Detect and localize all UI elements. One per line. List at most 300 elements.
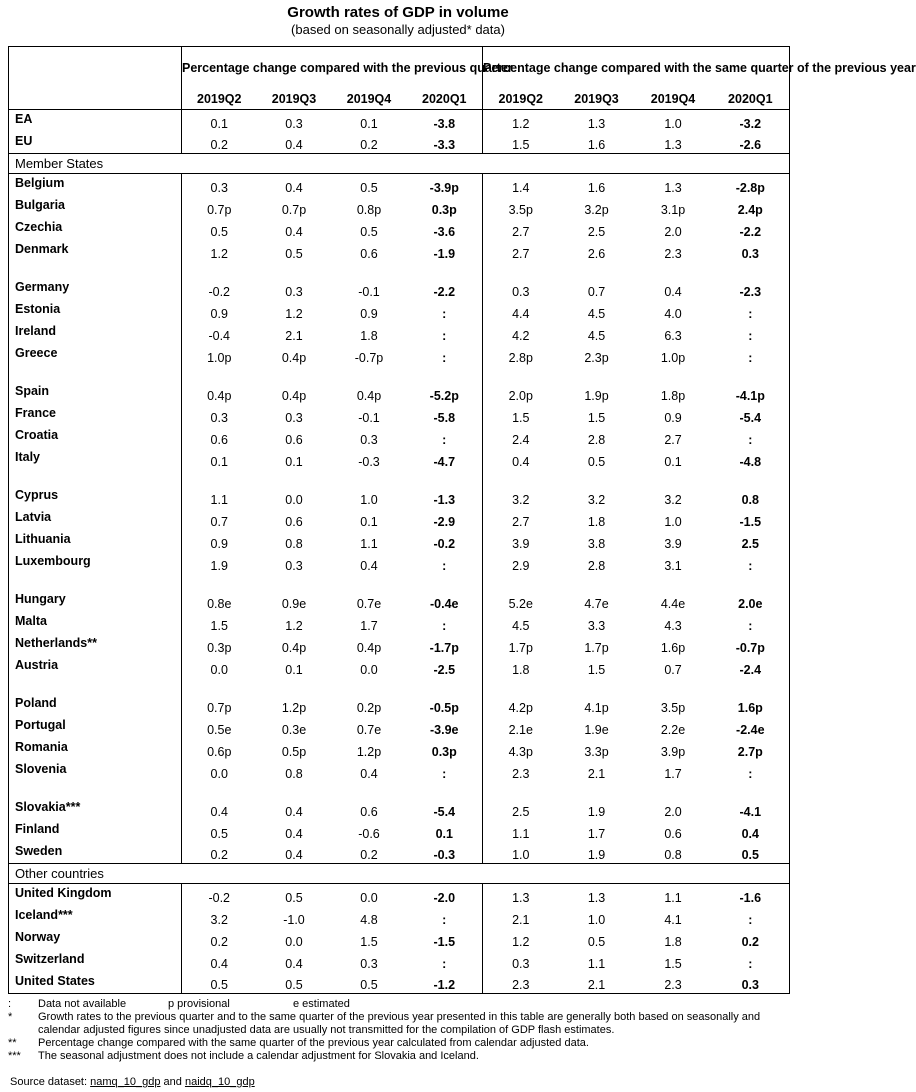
footnote-symbol: * [8, 1011, 13, 1023]
value-cell: : [712, 300, 790, 322]
corner-cell [9, 89, 182, 110]
value-cell: 3.1p [660, 202, 686, 217]
country-name: Netherlands** [9, 634, 182, 656]
value-cell: 4.2p [508, 700, 533, 715]
table-row [9, 300, 790, 322]
value-cell: 1.0p [660, 350, 686, 365]
footnote-symbol: ** [8, 1037, 17, 1049]
country-name: Croatia [9, 426, 182, 448]
value-cell: : [712, 950, 790, 972]
value-cell: 1.9 [210, 558, 228, 573]
country-name: EA [9, 110, 182, 132]
value-cell: 2.3 [512, 766, 530, 781]
country-name: Norway [9, 928, 182, 950]
value-cell: 2.3 [635, 972, 712, 994]
value-cell: 2.8p [508, 350, 533, 365]
country-name: United Kingdom [9, 884, 182, 906]
table-row [9, 530, 790, 552]
value-cell: 1.6p [660, 640, 686, 655]
value-cell: -0.1 [358, 284, 380, 299]
country-name: Romania [9, 738, 182, 760]
value-cell: 2.5 [712, 530, 790, 552]
value-cell: 0.1 [210, 116, 228, 131]
country-name: France [9, 404, 182, 426]
value-cell: 0.3 [285, 410, 303, 425]
value-cell: 0.2 [210, 934, 228, 949]
value-cell: 0.1 [360, 116, 378, 131]
value-cell: 0.7p [281, 202, 307, 217]
value-cell: 0.0 [285, 492, 303, 507]
value-cell: : [407, 760, 483, 782]
value-cell: 0.4p [281, 388, 307, 403]
legend-row [8, 998, 790, 1011]
value-cell: 0.0 [210, 766, 228, 781]
source-and: and [163, 1076, 182, 1088]
value-cell: 4.3 [664, 618, 682, 633]
value-cell: -5.2p [407, 382, 483, 404]
source-line [10, 1076, 255, 1089]
footnote-1 [8, 1011, 790, 1037]
value-cell: 3.2 [210, 912, 228, 927]
value-cell: 2.3 [483, 972, 559, 994]
value-cell: -0.1 [358, 410, 380, 425]
country-name: Switzerland [9, 950, 182, 972]
value-cell: -2.5 [407, 656, 483, 678]
value-cell: 1.2 [285, 618, 303, 633]
value-cell: -4.1p [712, 382, 790, 404]
value-cell: 1.1 [210, 492, 228, 507]
value-cell: 1.1 [360, 536, 378, 551]
value-cell: -1.5 [712, 508, 790, 530]
value-cell: 0.9e [281, 596, 307, 611]
table-row [9, 486, 790, 508]
value-cell: 2.8 [587, 432, 606, 447]
value-cell: 1.2 [210, 246, 228, 261]
value-cell: 1.6p [712, 694, 790, 716]
page-title: Growth rates of GDP in volume [287, 4, 509, 21]
value-cell: -2.0 [407, 884, 483, 906]
value-cell: -0.4 [208, 328, 231, 343]
value-cell: 4.4e [660, 596, 686, 611]
legend-symbol: : [8, 998, 12, 1010]
table-row [9, 760, 790, 782]
value-cell: 0.3 [210, 180, 228, 195]
table-row [9, 110, 790, 132]
value-cell: 0.2 [182, 132, 257, 154]
country-name: Malta [9, 612, 182, 634]
value-cell: 2.1 [285, 328, 303, 343]
value-cell: : [407, 426, 483, 448]
table-row [9, 842, 790, 864]
value-cell: 1.5 [483, 132, 559, 154]
value-cell: 1.9e [584, 722, 609, 737]
table-row [9, 132, 790, 154]
table-row [9, 448, 790, 470]
value-cell: 4.8 [360, 912, 378, 927]
country-name: Greece [9, 344, 182, 366]
value-cell: 1.9p [584, 388, 609, 403]
footnote-text: Growth rates to the previous quarter and to the same quarter of the previous year presented in this table are generally both based on seasonally and calendar adjusted figures since unadjusted data are usually not transmitted for the compilation of GDP flash estimates. [38, 1011, 761, 1036]
value-cell: 0.4 [210, 956, 228, 971]
table-row [9, 612, 790, 634]
value-cell: 0.3p [407, 196, 483, 218]
value-cell: 0.4 [712, 820, 790, 842]
value-cell: 0.6 [360, 804, 378, 819]
value-cell: 0.4 [257, 132, 332, 154]
value-cell: : [407, 552, 483, 574]
table-row [9, 798, 790, 820]
value-cell: 4.0 [664, 306, 682, 321]
value-cell: 0.2 [210, 848, 228, 862]
value-cell: 3.9 [512, 536, 530, 551]
value-cell: 0.4 [285, 804, 303, 819]
table-row [9, 738, 790, 760]
value-cell: 2.8 [587, 558, 606, 573]
value-cell: : [712, 552, 790, 574]
section-label: Member States [9, 154, 790, 174]
value-cell: -5.4 [712, 404, 790, 426]
value-cell: 0.4 [360, 766, 378, 781]
value-cell: 1.5 [587, 662, 606, 677]
value-cell: -5.4 [407, 798, 483, 820]
value-cell: 0.4 [285, 826, 303, 841]
country-name: Sweden [9, 842, 182, 864]
value-cell: 0.4 [285, 956, 303, 971]
value-cell: 4.1 [664, 912, 682, 927]
country-name: Iceland*** [9, 906, 182, 928]
value-cell: 0.4 [285, 848, 303, 862]
quarter-header: 2019Q2 [182, 89, 257, 110]
value-cell: 2.3p [584, 350, 609, 365]
value-cell: 0.0 [360, 662, 378, 677]
table-row [9, 716, 790, 738]
value-cell: 0.8 [664, 848, 682, 862]
value-cell: 3.2 [512, 492, 530, 507]
value-cell: 1.2p [281, 700, 307, 715]
value-cell: 0.1 [407, 820, 483, 842]
table-row [9, 950, 790, 972]
value-cell: 0.5 [360, 180, 378, 195]
value-cell: 4.2 [512, 328, 530, 343]
value-cell: 1.6 [587, 180, 606, 195]
value-cell: -1.9 [407, 240, 483, 262]
value-cell: -2.2 [407, 278, 483, 300]
value-cell: 0.8 [285, 536, 303, 551]
value-cell: 1.2 [512, 934, 530, 949]
value-cell: 4.1p [584, 700, 609, 715]
value-cell: 1.3 [635, 132, 712, 154]
value-cell: 2.1 [587, 766, 606, 781]
legend-estimated: e estimated [293, 998, 350, 1010]
country-name: Ireland [9, 322, 182, 344]
legend-provisional: p provisional [168, 998, 230, 1010]
table-row [9, 344, 790, 366]
value-cell: 1.2p [356, 744, 382, 759]
value-cell: 0.8 [712, 486, 790, 508]
value-cell: 2.4p [712, 196, 790, 218]
value-cell: 0.4p [356, 388, 382, 403]
country-name: Luxembourg [9, 552, 182, 574]
value-cell: -0.2 [208, 890, 231, 905]
value-cell: 0.8e [207, 596, 232, 611]
value-cell: 3.2 [664, 492, 682, 507]
country-name: Slovakia*** [9, 798, 182, 820]
value-cell: -3.8 [407, 110, 483, 132]
value-cell: -0.5p [407, 694, 483, 716]
source-dataset-link[interactable]: namq_10_gdp [90, 1076, 161, 1088]
value-cell: 0.5 [210, 224, 228, 239]
source-dataset-link[interactable]: naidq_10_gdp [184, 1076, 255, 1088]
country-name: Belgium [9, 174, 182, 196]
value-cell: 1.7p [508, 640, 533, 655]
value-cell: 0.7 [210, 514, 228, 529]
table-row [9, 634, 790, 656]
value-cell: 5.2e [508, 596, 533, 611]
value-cell: -0.2 [407, 530, 483, 552]
spacer-row [9, 470, 790, 486]
value-cell: 1.2 [512, 116, 530, 131]
value-cell: -3.9p [407, 174, 483, 196]
table-row [9, 278, 790, 300]
value-cell: 0.3 [210, 410, 228, 425]
value-cell: -1.3 [407, 486, 483, 508]
table-row [9, 508, 790, 530]
value-cell: 0.1 [210, 454, 228, 469]
value-cell: 0.0 [285, 934, 303, 949]
value-cell: 3.3 [587, 618, 606, 633]
value-cell: 2.1 [512, 912, 530, 927]
value-cell: 0.5 [182, 972, 257, 994]
value-cell: 1.1 [664, 890, 682, 905]
value-cell: 1.1 [587, 956, 606, 971]
value-cell: 3.9 [664, 536, 682, 551]
value-cell: -0.4e [407, 590, 483, 612]
quarter-header: 2019Q3 [257, 89, 332, 110]
table-row [9, 928, 790, 950]
legend-not-available: Data not available [38, 998, 127, 1010]
value-cell: 1.8 [512, 662, 530, 677]
value-cell: 1.0 [664, 514, 682, 529]
country-name: Denmark [9, 240, 182, 262]
footnote-text: The seasonal adjustment does not include a calendar adjustment for Slovakia and Iceland. [38, 1050, 479, 1062]
value-cell: 0.6 [664, 826, 682, 841]
table-row [9, 656, 790, 678]
quarter-header: 2019Q4 [635, 89, 712, 110]
value-cell: 1.1 [512, 826, 530, 841]
value-cell: 0.7 [587, 284, 606, 299]
value-cell: 0.1 [664, 454, 682, 469]
value-cell: 0.4 [512, 454, 530, 469]
source-label: Source dataset: [10, 1076, 88, 1088]
table-row [9, 884, 790, 906]
value-cell: 0.5 [712, 842, 790, 864]
value-cell: 2.7 [512, 514, 530, 529]
value-cell: 4.4 [512, 306, 530, 321]
quarter-header: 2019Q3 [559, 89, 635, 110]
footnote-text: Percentage change compared with the same quarter of the previous year calculated from calendar adjusted data. [38, 1037, 589, 1049]
value-cell: : [712, 906, 790, 928]
spacer-row [9, 574, 790, 590]
country-name: Bulgaria [9, 196, 182, 218]
value-cell: 2.2e [660, 722, 686, 737]
value-cell: -0.3 [358, 454, 380, 469]
header-prev-year: Percentage change compared with the same quarter of the previous year [483, 47, 790, 90]
value-cell: 1.0 [587, 912, 606, 927]
quarter-header: 2020Q1 [712, 89, 790, 110]
country-name: Lithuania [9, 530, 182, 552]
value-cell: 0.2p [356, 700, 382, 715]
value-cell: 0.7e [356, 722, 382, 737]
value-cell: 0.9 [664, 410, 682, 425]
value-cell: 0.3e [281, 722, 307, 737]
value-cell: 0.3 [512, 956, 530, 971]
value-cell: 0.3p [407, 738, 483, 760]
quarter-header: 2019Q2 [483, 89, 559, 110]
value-cell: : [712, 760, 790, 782]
table-row [9, 196, 790, 218]
footnote-3 [8, 1050, 790, 1063]
value-cell: -3.9e [407, 716, 483, 738]
value-cell: 2.7 [664, 432, 682, 447]
value-cell: 4.3p [508, 744, 533, 759]
value-cell: 1.5 [587, 410, 606, 425]
value-cell: 3.1 [664, 558, 682, 573]
value-cell: 0.4 [664, 284, 682, 299]
value-cell: -0.6 [358, 826, 380, 841]
value-cell: 0.0 [360, 890, 378, 905]
table-row [9, 820, 790, 842]
value-cell: 1.5 [210, 618, 228, 633]
value-cell: 0.3p [207, 640, 232, 655]
value-cell: 0.8 [285, 766, 303, 781]
value-cell: 0.5 [332, 972, 407, 994]
value-cell: : [407, 906, 483, 928]
value-cell: 0.4 [360, 558, 378, 573]
value-cell: 0.3 [360, 956, 378, 971]
header-prev-quarter: Percentage change compared with the previous quarter [182, 47, 483, 90]
value-cell: 0.8p [356, 202, 382, 217]
country-name: Hungary [9, 590, 182, 612]
country-name: United States [9, 972, 182, 994]
gdp-table [8, 46, 916, 994]
value-cell: 0.9 [210, 536, 228, 551]
value-cell: 0.4 [285, 224, 303, 239]
value-cell: 0.5 [360, 224, 378, 239]
value-cell: 2.1 [559, 972, 635, 994]
value-cell: -4.1 [712, 798, 790, 820]
country-name: Italy [9, 448, 182, 470]
value-cell: 0.5p [281, 744, 307, 759]
value-cell: -2.8p [712, 174, 790, 196]
value-cell: 0.3 [712, 240, 790, 262]
section-row [9, 154, 790, 174]
value-cell: 0.7p [207, 700, 232, 715]
value-cell: 2.7 [512, 246, 530, 261]
value-cell: 1.3 [587, 890, 606, 905]
value-cell: 1.7 [664, 766, 682, 781]
table-row [9, 694, 790, 716]
value-cell: -4.8 [712, 448, 790, 470]
value-cell: 3.5p [508, 202, 533, 217]
value-cell: 1.0p [207, 350, 232, 365]
value-cell: -0.7p [354, 350, 384, 365]
value-cell: -1.0 [283, 912, 305, 927]
value-cell: 1.8 [664, 934, 682, 949]
value-cell: : [712, 426, 790, 448]
value-cell: 0.5 [257, 972, 332, 994]
footnote-2 [8, 1037, 790, 1050]
section-row [9, 864, 790, 884]
value-cell: 0.2 [712, 928, 790, 950]
value-cell: : [407, 300, 483, 322]
spacer-row [9, 262, 790, 278]
table-row [9, 382, 790, 404]
table-row [9, 322, 790, 344]
table-row [9, 906, 790, 928]
table-row [9, 240, 790, 262]
value-cell: 1.8p [660, 388, 686, 403]
value-cell: 6.3 [664, 328, 682, 343]
country-name: Latvia [9, 508, 182, 530]
value-cell: 0.6 [360, 246, 378, 261]
value-cell: 0.5e [207, 722, 232, 737]
value-cell: 2.3 [664, 246, 682, 261]
value-cell: 0.3 [285, 116, 303, 131]
value-cell: 1.9 [587, 804, 606, 819]
table-row [9, 404, 790, 426]
page-subtitle: (based on seasonally adjusted* data) [291, 22, 505, 37]
value-cell: -2.6 [712, 132, 790, 154]
country-name: EU [9, 132, 182, 154]
spacer-row [9, 366, 790, 382]
value-cell: 0.4p [281, 640, 307, 655]
value-cell: -3.6 [407, 218, 483, 240]
value-cell: 2.7 [512, 224, 530, 239]
value-cell: 1.7p [584, 640, 609, 655]
value-cell: 3.8 [587, 536, 606, 551]
country-name: Estonia [9, 300, 182, 322]
table-row [9, 590, 790, 612]
value-cell: -2.4 [712, 656, 790, 678]
value-cell: 0.2 [360, 848, 378, 862]
country-name: Portugal [9, 716, 182, 738]
value-cell: 2.5 [512, 804, 530, 819]
value-cell: 0.4p [207, 388, 232, 403]
country-name: Slovenia [9, 760, 182, 782]
value-cell: -2.3 [712, 278, 790, 300]
value-cell: 2.0 [664, 804, 682, 819]
value-cell: 1.3 [664, 180, 682, 195]
value-cell: 1.6 [559, 132, 635, 154]
value-cell: : [712, 612, 790, 634]
quarter-header: 2019Q4 [332, 89, 407, 110]
value-cell: 1.0 [512, 848, 530, 862]
value-cell: 0.7p [207, 202, 232, 217]
value-cell: : [407, 612, 483, 634]
value-cell: 2.1e [508, 722, 533, 737]
value-cell: 3.5p [660, 700, 686, 715]
value-cell: 4.5 [512, 618, 530, 633]
value-cell: -2.2 [712, 218, 790, 240]
country-name: Cyprus [9, 486, 182, 508]
value-cell: 0.1 [360, 514, 378, 529]
quarter-header: 2020Q1 [407, 89, 483, 110]
value-cell: : [712, 344, 790, 366]
value-cell: 1.7 [587, 826, 606, 841]
value-cell: -0.7p [712, 634, 790, 656]
table-row [9, 552, 790, 574]
value-cell: -2.4e [712, 716, 790, 738]
